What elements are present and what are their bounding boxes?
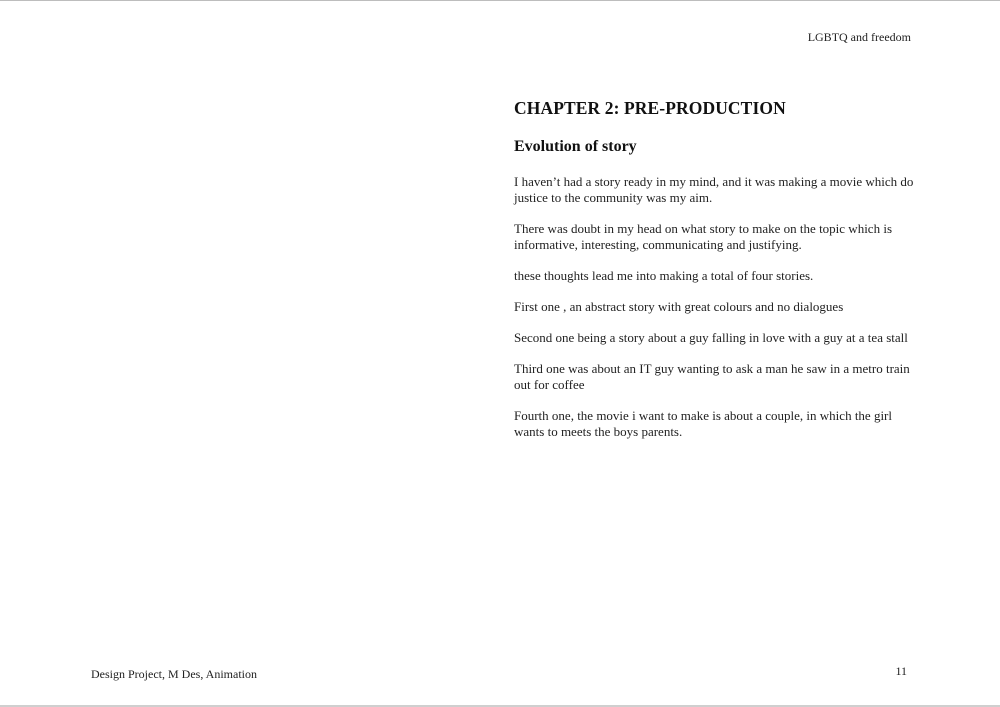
paragraph: these thoughts lead me into making a total of four stories. (514, 268, 814, 283)
paragraph: Second one being a story about a guy falling in love with a guy at a tea stall (514, 330, 908, 345)
paragraph: First one , an abstract story with great colours and no dialogues (514, 299, 844, 314)
paragraph: I haven’t had a story ready in my mind, and it was making a movie which do justice to the community was my aim. (514, 174, 914, 205)
paragraph-list (514, 174, 914, 440)
page-content (514, 97, 914, 455)
paragraph: There was doubt in my head on what story to make on the topic which is informative, interesting, communicating and justifying. (514, 221, 893, 252)
page-number: 11 (895, 664, 907, 678)
footer-text: Design Project, M Des, Animation (91, 667, 257, 681)
paragraph: Fourth one, the movie i want to make is about a couple, in which the girl wants to meets the boys parents. (514, 408, 893, 439)
paragraph: Third one was about an IT guy wanting to ask a man he saw in a metro train out for coffee (514, 361, 910, 392)
running-header: LGBTQ and freedom (807, 30, 911, 44)
section-title: Evolution of story (514, 138, 637, 155)
chapter-title: CHAPTER 2: PRE-PRODUCTION (514, 98, 786, 118)
